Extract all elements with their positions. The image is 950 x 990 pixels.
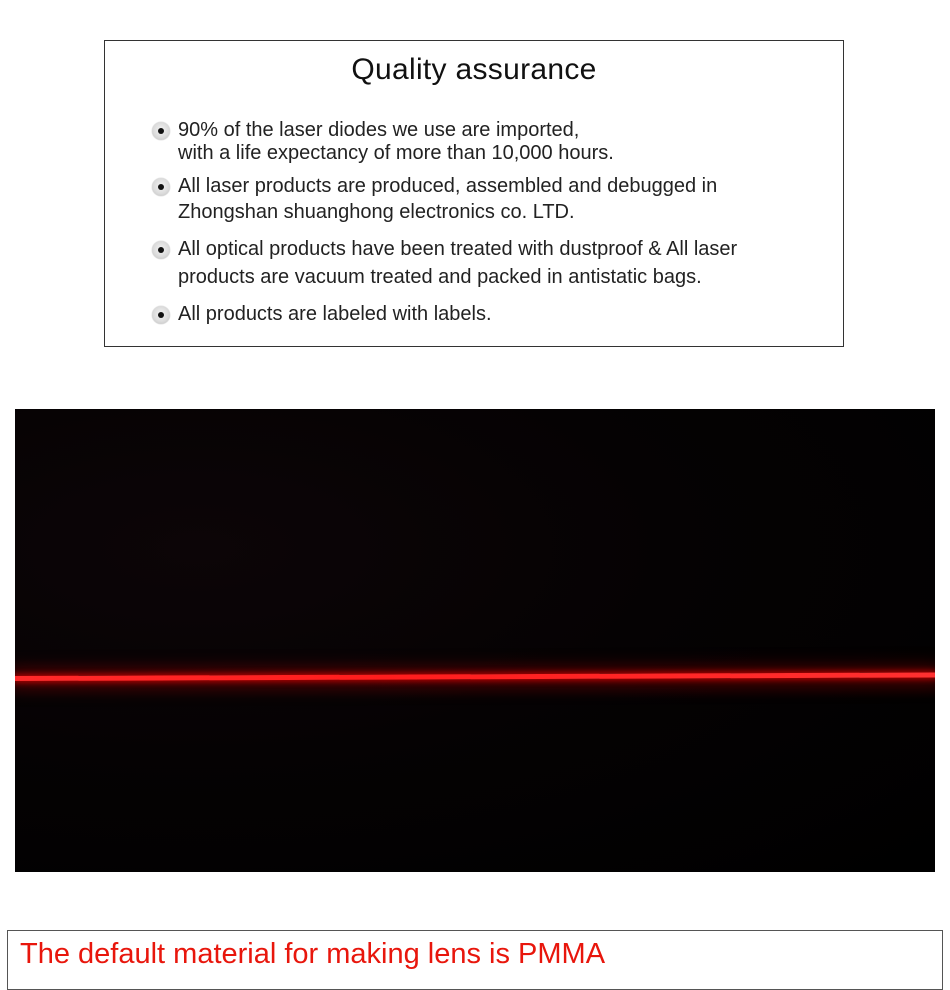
quality-item-line: All optical products have been treated with dustproof & All laser	[178, 238, 738, 260]
quality-item-line: Zhongshan shuanghong electronics co. LTD.	[178, 201, 575, 223]
bullet-icon	[152, 306, 170, 324]
bullet-icon	[152, 241, 170, 259]
quality-item-line: 90% of the laser diodes we use are imported,	[178, 119, 580, 141]
quality-item-line: All products are labeled with labels.	[178, 303, 492, 325]
material-note-box	[7, 930, 943, 990]
quality-item-line: with a life expectancy of more than 10,000 hours.	[178, 142, 614, 164]
material-note: The default material for making lens is PMMA	[20, 938, 606, 970]
quality-assurance-panel	[104, 40, 844, 347]
bullet-icon	[152, 122, 170, 140]
quality-item-line: All laser products are produced, assembled and debugged in	[178, 175, 718, 197]
quality-title: Quality assurance	[351, 53, 597, 86]
laser-line-photo	[15, 409, 935, 872]
quality-item-line: products are vacuum treated and packed in antistatic bags.	[178, 266, 702, 288]
bullet-icon	[152, 178, 170, 196]
